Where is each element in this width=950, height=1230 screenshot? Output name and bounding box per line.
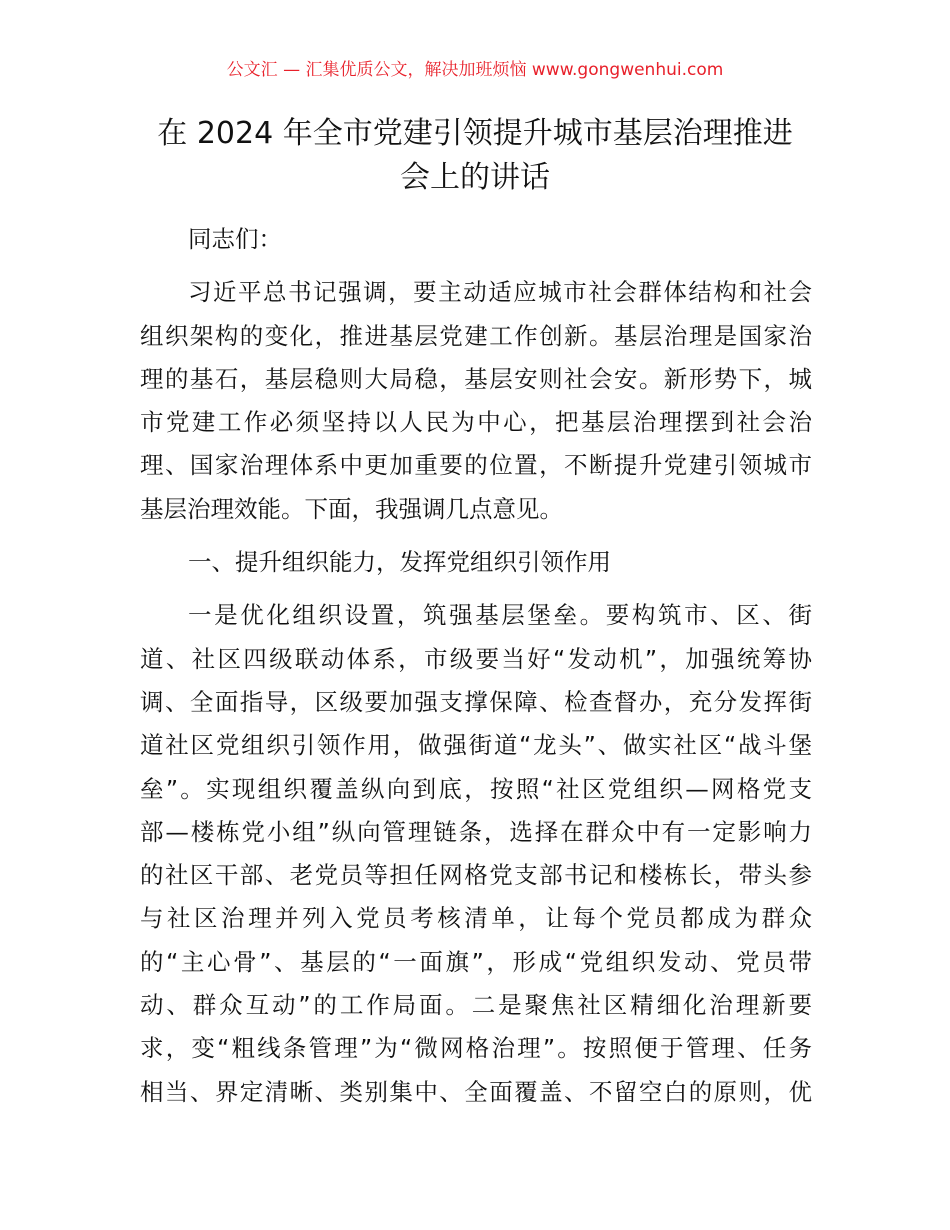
paragraph-line: 部—楼栋党小组”纵向管理链条，选择在群众中有一定影响力 — [140, 817, 812, 846]
paragraph-line: 市党建工作必须坚持以人民为中心，把基层治理摆到社会治 — [140, 408, 812, 437]
paragraph-line: 垒”。实现组织覆盖纵向到底，按照“社区党组织—网格党支 — [140, 774, 812, 803]
salutation-text: 同志们： — [188, 225, 282, 253]
title-line-1: 在 2024 年全市党建引领提升城市基层治理推进 — [157, 116, 793, 151]
paragraph-line: 理的基石，基层稳则大局稳，基层安则社会安。新形势下，城 — [140, 364, 812, 393]
paragraph-intro — [140, 271, 812, 531]
paragraph-section-1 — [140, 594, 812, 1114]
paragraph-line: 的社区干部、老党员等担任网格党支部书记和楼栋长，带头参 — [140, 861, 812, 890]
document-title — [120, 112, 830, 200]
section-heading-text: 一、提升组织能力，发挥党组织引领作用 — [188, 548, 611, 577]
paragraph-line: 习近平总书记强调，要主动适应城市社会群体结构和社会 — [188, 278, 812, 307]
paragraph-line: 道社区党组织引领作用，做强街道“龙头”、做实社区“战斗堡 — [140, 731, 812, 760]
paragraph-line: 基层治理效能。下面，我强调几点意见。 — [140, 494, 563, 523]
paragraph-line: 调、全面指导，区级要加强支撑保障、检查督办，充分发挥街 — [140, 687, 812, 716]
paragraph-line: 道、社区四级联动体系，市级要当好“发动机”，加强统筹协 — [140, 644, 812, 673]
paragraph-line: 相当、界定清晰、类别集中、全面覆盖、不留空白的原则，优 — [140, 1077, 812, 1106]
paragraph-line: 组织架构的变化，推进基层党建工作创新。基层治理是国家治 — [140, 321, 812, 350]
paragraph-line: 与社区治理并列入党员考核清单，让每个党员都成为群众 — [140, 904, 812, 933]
document-body — [140, 218, 812, 1114]
paragraph-line: 求，变“粗线条管理”为“微网格治理”。按照便于管理、任务 — [140, 1034, 812, 1063]
paragraph-line: 动、群众互动”的工作局面。二是聚焦社区精细化治理新要 — [140, 991, 812, 1020]
salutation — [140, 218, 812, 261]
paragraph-line: 理、国家治理体系中更加重要的位置，不断提升党建引领城市 — [140, 451, 812, 480]
title-line-2: 会上的讲话 — [400, 160, 550, 195]
paragraph-line: 的“主心骨”、基层的“一面旗”，形成“党组织发动、党员带 — [140, 947, 812, 976]
paragraph-line: 一是优化组织设置，筑强基层堡垒。要构筑市、区、街 — [188, 601, 812, 630]
section-heading-1 — [140, 541, 812, 584]
site-banner: 公文汇 — 汇集优质公文，解决加班烦恼 www.gongwenhui.com — [226, 60, 724, 80]
